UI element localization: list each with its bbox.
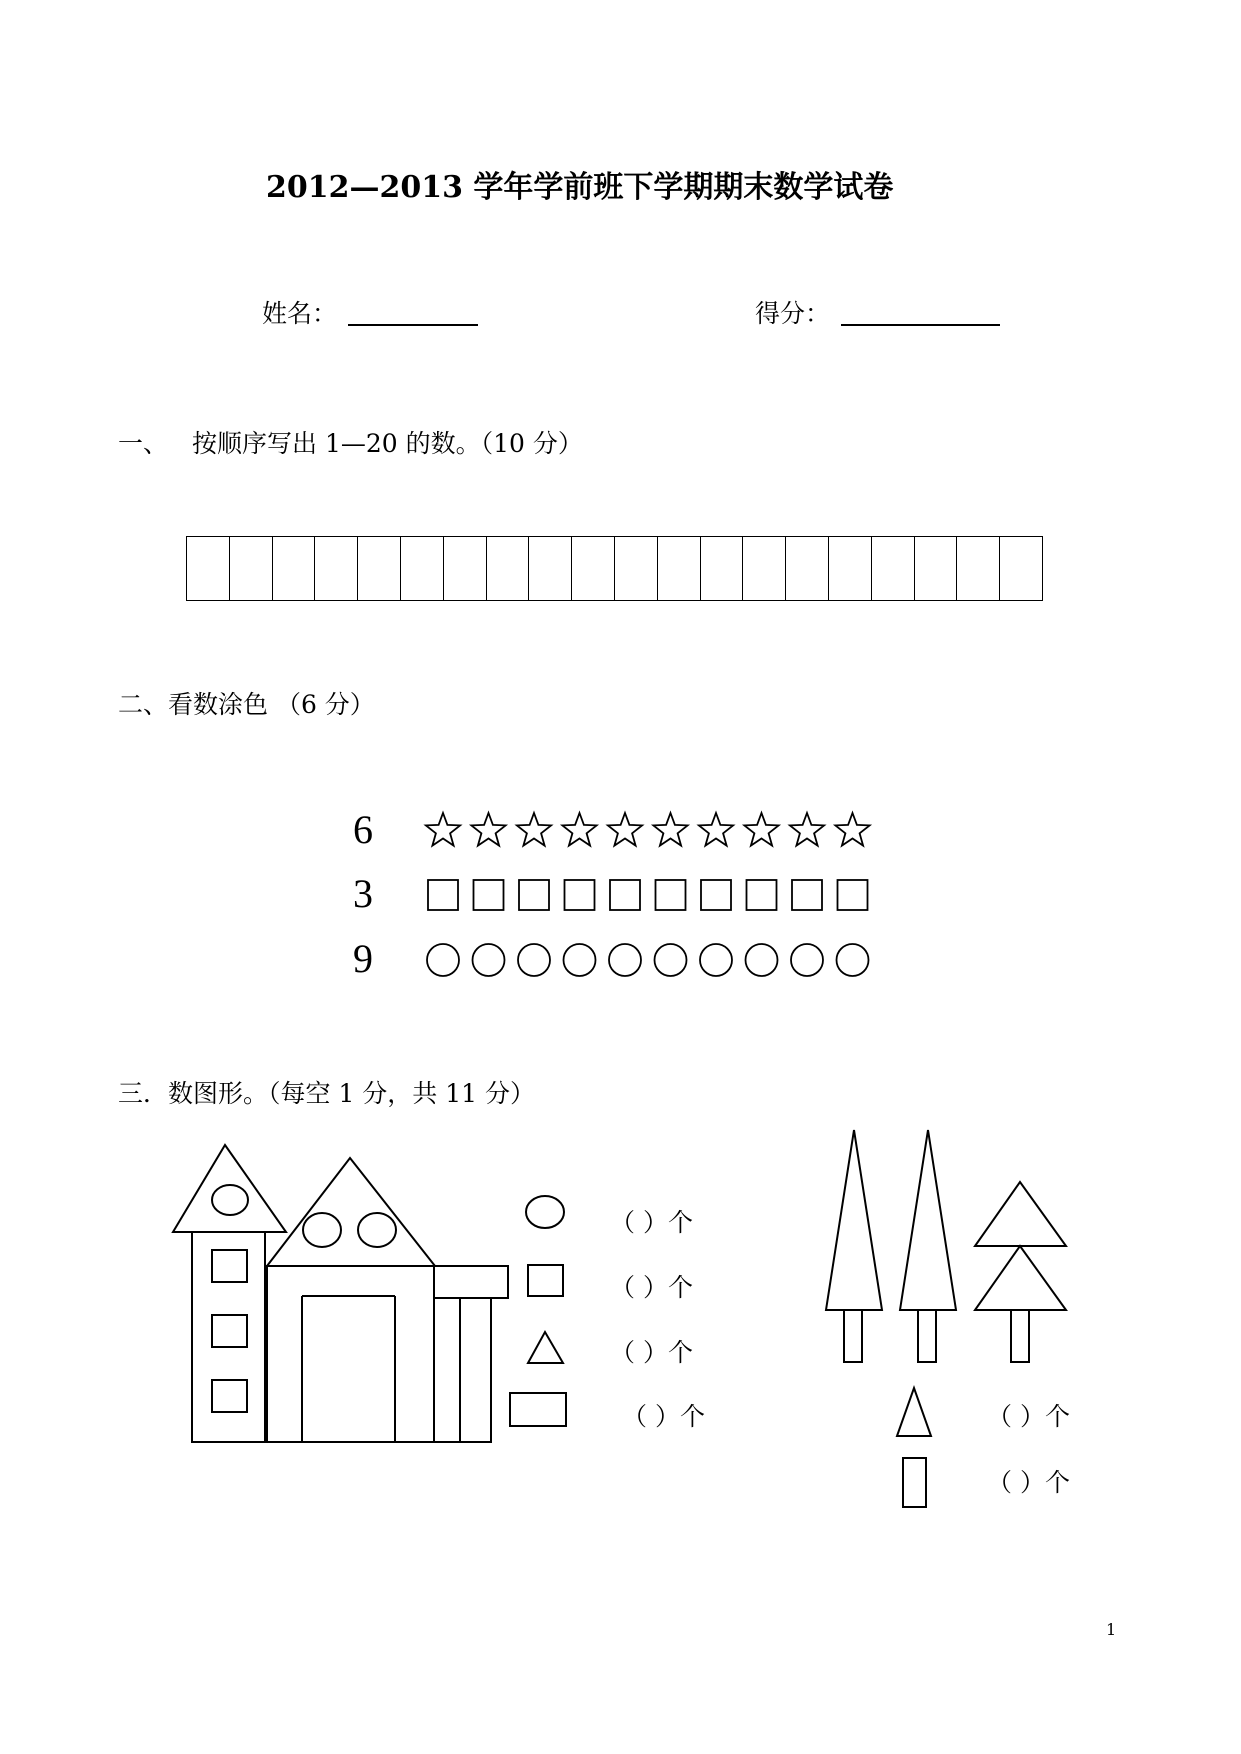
square-3[interactable] <box>519 880 549 910</box>
page-number: 1 <box>1106 1620 1117 1639</box>
square-10[interactable] <box>838 880 868 910</box>
tree2-crown <box>900 1130 956 1310</box>
star-6[interactable] <box>653 813 687 846</box>
house-answer-rectangle[interactable]: （ ）个 <box>622 1402 705 1431</box>
tall-rectangle-shape-icon <box>903 1458 926 1507</box>
star-3[interactable] <box>517 813 551 846</box>
circle-10[interactable] <box>837 944 869 976</box>
tree1-crown <box>826 1130 882 1310</box>
square-2[interactable] <box>474 880 504 910</box>
number-box-6[interactable] <box>401 537 444 600</box>
score-label: 得分： <box>755 299 831 328</box>
star-1[interactable] <box>426 813 460 846</box>
tree3-crown-top <box>975 1182 1066 1246</box>
number-box-10[interactable] <box>572 537 615 600</box>
house-answer-shapes <box>525 1195 570 1435</box>
square-6[interactable] <box>656 880 686 910</box>
circle-3[interactable] <box>518 944 550 976</box>
tall-triangle-shape-icon <box>897 1388 931 1436</box>
section1-instruction: 按顺序写出 1—20 的数。（10 分） <box>192 429 583 458</box>
square-row <box>428 880 868 910</box>
house-answer-triangle[interactable]: （ ）个 <box>610 1338 693 1367</box>
color-row-number-6: 6 <box>353 807 373 852</box>
square-9[interactable] <box>792 880 822 910</box>
tree-answer-rectangle[interactable]: （ ）个 <box>987 1468 1070 1497</box>
number-box-14[interactable] <box>743 537 786 600</box>
number-box-12[interactable] <box>658 537 701 600</box>
number-box-2[interactable] <box>230 537 273 600</box>
house-figure <box>170 1145 510 1450</box>
name-label: 姓名： <box>262 299 338 328</box>
circle-row <box>427 944 869 976</box>
number-box-18[interactable] <box>915 537 958 600</box>
square-7[interactable] <box>701 880 731 910</box>
number-box-19[interactable] <box>957 537 1000 600</box>
tower-window-2 <box>212 1315 247 1347</box>
star-5[interactable] <box>608 813 642 846</box>
circle-8[interactable] <box>746 944 778 976</box>
oval-shape-icon <box>526 1196 564 1228</box>
triangle-shape-icon <box>528 1332 563 1363</box>
number-writing-grid <box>186 536 1043 601</box>
star-row <box>426 813 870 846</box>
circle-4[interactable] <box>564 944 596 976</box>
number-box-3[interactable] <box>273 537 316 600</box>
roof-oval-window-1 <box>303 1213 341 1247</box>
page-title: 2012—2013 学年学前班下学期期末数学试卷 <box>266 170 894 205</box>
star-4[interactable] <box>562 813 596 846</box>
number-box-7[interactable] <box>444 537 487 600</box>
annex-top-rectangle <box>434 1266 508 1298</box>
section2-title: 二、看数涂色 （6 分） <box>118 690 375 719</box>
star-9[interactable] <box>790 813 824 846</box>
star-7[interactable] <box>699 813 733 846</box>
tower-window-1 <box>212 1250 247 1282</box>
number-box-5[interactable] <box>358 537 401 600</box>
circle-9[interactable] <box>791 944 823 976</box>
tree-answer-shapes <box>895 1388 935 1508</box>
square-8[interactable] <box>747 880 777 910</box>
number-box-16[interactable] <box>829 537 872 600</box>
number-box-17[interactable] <box>872 537 915 600</box>
number-box-9[interactable] <box>529 537 572 600</box>
square-1[interactable] <box>428 880 458 910</box>
section3-title: 三．数图形。（每空 1 分，共 11 分） <box>118 1079 536 1108</box>
name-field[interactable] <box>348 324 478 326</box>
tower-body <box>192 1232 265 1442</box>
circle-7[interactable] <box>700 944 732 976</box>
square-5[interactable] <box>610 880 640 910</box>
tree-answer-triangle[interactable]: （ ）个 <box>987 1402 1070 1431</box>
number-box-13[interactable] <box>701 537 744 600</box>
number-box-8[interactable] <box>487 537 530 600</box>
number-box-20[interactable] <box>1000 537 1042 600</box>
color-shapes-area <box>420 808 880 978</box>
tree3-crown-bottom <box>975 1246 1066 1310</box>
star-8[interactable] <box>744 813 778 846</box>
square-shape-icon <box>528 1265 563 1296</box>
circle-6[interactable] <box>655 944 687 976</box>
circle-5[interactable] <box>609 944 641 976</box>
square-4[interactable] <box>565 880 595 910</box>
number-box-11[interactable] <box>615 537 658 600</box>
section1-number: 一、 <box>118 429 169 458</box>
circle-1[interactable] <box>427 944 459 976</box>
rectangle-shape-icon <box>510 1393 566 1426</box>
tree1-trunk <box>844 1310 862 1362</box>
house-wall <box>267 1266 434 1442</box>
star-2[interactable] <box>471 813 505 846</box>
score-field[interactable] <box>841 324 1000 326</box>
house-answer-square[interactable]: （ ）个 <box>610 1273 693 1302</box>
color-row-number-3: 3 <box>353 871 373 916</box>
tower-roof-triangle <box>173 1145 286 1232</box>
tower-oval-window <box>212 1185 248 1215</box>
circle-2[interactable] <box>473 944 505 976</box>
tree2-trunk <box>918 1310 936 1362</box>
house-answer-oval[interactable]: （ ）个 <box>610 1208 693 1237</box>
star-10[interactable] <box>835 813 869 846</box>
roof-oval-window-2 <box>358 1213 396 1247</box>
number-box-1[interactable] <box>187 537 230 600</box>
number-box-15[interactable] <box>786 537 829 600</box>
color-row-number-9: 9 <box>353 936 373 981</box>
house-roof-triangle <box>267 1158 435 1266</box>
trees-figure <box>825 1130 1075 1370</box>
tower-window-3 <box>212 1380 247 1412</box>
number-box-4[interactable] <box>315 537 358 600</box>
tree3-trunk <box>1011 1310 1029 1362</box>
annex-body <box>434 1298 491 1442</box>
